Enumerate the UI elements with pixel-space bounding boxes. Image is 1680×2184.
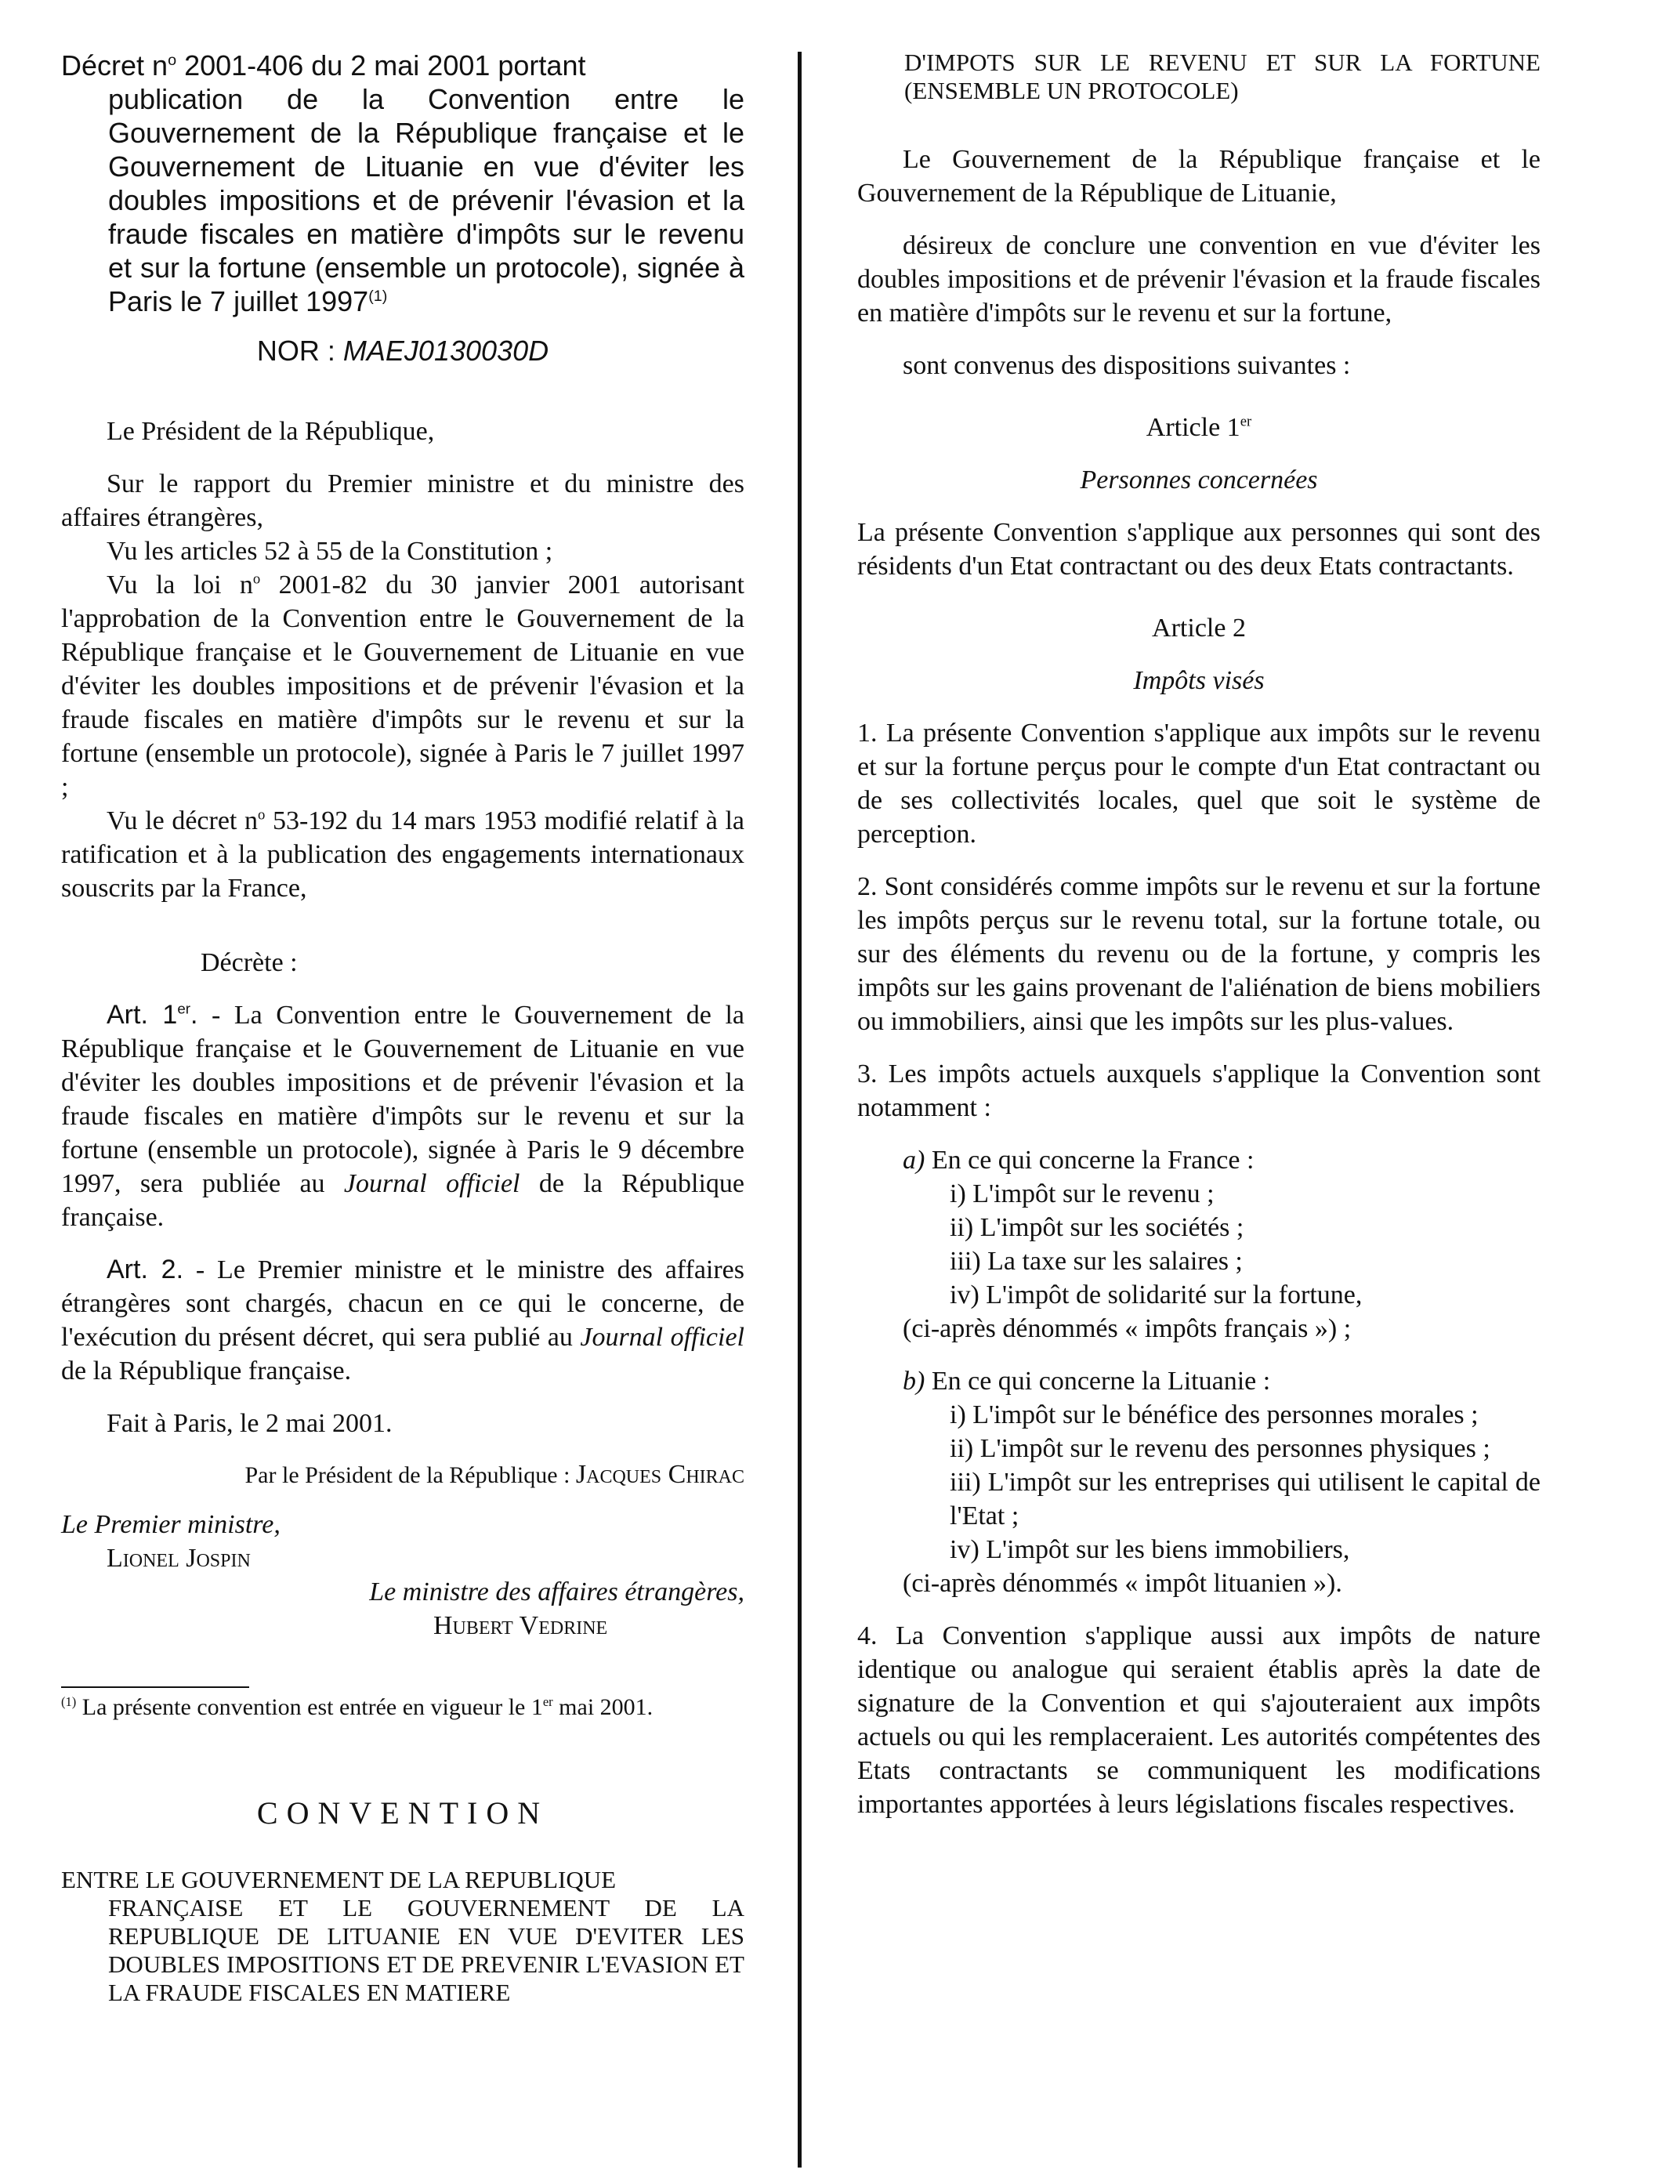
vu-decret-b: 53-192 du 14 mars 1953 modifié relatif à la ratification et à la publication des engagements internationaux souscrits par la France, <box>61 806 744 903</box>
preamble-governments: Le Gouvernement de la République française et le Gouvernement de la République de Lituanie, <box>857 145 1541 208</box>
title-rest: publication de la Convention entre le Gouvernement de la République française et le Gouvernement de Lituanie en vue d'éviter les doubles impositions et de prévenir l'évasion et la fraude fiscales en matière d'impôts sur le revenu et sur la fortune (ensemble un protocole), signée à Paris le 7 juillet 1997 <box>108 83 744 317</box>
footnote-ref: (1) <box>61 1694 77 1709</box>
nor-line <box>61 334 744 368</box>
article-2-title: Article 2 <box>1152 614 1246 643</box>
right-column <box>857 49 1541 1821</box>
convention-subtitle-rest: FRANÇAISE ET LE GOUVERNEMENT DE LA REPUBLIQUE DE LITUANIE EN VUE D'EVITER LES DOUBLES IMPOSITIONS ET DE PREVENIR L'EVASION ET LA FRAUDE FISCALES EN MATIERE <box>108 1894 744 2006</box>
vu-decret-sup: o <box>258 806 266 824</box>
title-body <box>61 82 744 318</box>
list-item: i) L'impôt sur le revenu ; <box>950 1179 1215 1208</box>
list-item: iii) L'impôt sur les entreprises qui utilisent le capital de l'Etat ; <box>950 1468 1541 1530</box>
list-b-close: (ci-après dénommés « impôt lituanien »). <box>903 1569 1342 1598</box>
article-2-para-1: 1. La présente Convention s'applique aux impôts sur le revenu et sur la fortune perçus pour le compte d'un Etat contractant ou de ses collectivités locales, quel que soit le système de perception. <box>857 719 1541 849</box>
mae-name: Hubert Vedrine <box>433 1611 608 1640</box>
vu-loi-sup: o <box>252 570 261 588</box>
list-item: iii) La taxe sur les salaires ; <box>950 1247 1243 1276</box>
decree-body <box>61 415 744 1643</box>
decree-title <box>61 49 744 318</box>
column-divider <box>798 52 802 2168</box>
article-1-title-text: Article 1 <box>1146 413 1240 442</box>
pm-name: Lionel Jospin <box>107 1544 251 1573</box>
list-b-text: En ce qui concerne la Lituanie : <box>925 1367 1271 1396</box>
pm-title: Le Premier ministre, <box>61 1510 281 1539</box>
signature-president <box>61 1458 744 1492</box>
article-1-label-text: Art. 1 <box>107 1000 178 1030</box>
title-first-end: 2001-406 du 2 mai 2001 portant <box>176 49 586 81</box>
footnote <box>61 1693 744 1722</box>
list-a-text: En ce qui concerne la France : <box>925 1146 1255 1175</box>
article-2-heading: Impôts visés <box>1133 666 1265 695</box>
preamble-convenus: sont convenus des dispositions suivantes : <box>903 351 1351 380</box>
vu-loi <box>61 568 744 804</box>
article-1-paragraph <box>61 998 744 1234</box>
mae-title: Le ministre des affaires étrangères, <box>369 1577 744 1606</box>
vu-constitution: Vu les articles 52 à 55 de la Constitution ; <box>107 537 553 566</box>
article-2-journal: Journal officiel <box>580 1323 744 1352</box>
article-1-text-b: de la République française. <box>61 1169 744 1232</box>
list-item: iv) L'impôt de solidarité sur la fortune, <box>950 1280 1363 1309</box>
convention-subtitle-first: ENTRE LE GOUVERNEMENT DE LA REPUBLIQUE <box>61 1866 617 1893</box>
fait-line: Fait à Paris, le 2 mai 2001. <box>107 1409 393 1438</box>
nor-label: NOR : <box>256 335 343 367</box>
president-line: Le Président de la République, <box>107 417 435 446</box>
list-item: i) L'impôt sur le bénéfice des personnes morales ; <box>950 1400 1479 1429</box>
article-1-text: La présente Convention s'applique aux personnes qui sont des résidents d'un Etat contractant ou des deux Etats contractants. <box>857 518 1541 581</box>
par-le-label: Par le Président de la République : <box>244 1462 576 1488</box>
article-2-paragraph <box>61 1253 744 1388</box>
article-1-label-end: . <box>190 1000 198 1030</box>
vu-loi-a: Vu la loi n <box>107 570 253 599</box>
convention-body <box>857 143 1541 1821</box>
article-2-label: Art. 2. <box>107 1255 184 1284</box>
list-b-heading <box>857 1364 1541 1398</box>
footnote-sup: er <box>542 1694 553 1709</box>
article-1-label <box>107 1000 197 1030</box>
convention-subtitle <box>61 1866 744 2007</box>
article-1-text-a: - La Convention entre le Gouvernement de la République française et le Gouvernement de Lituanie en vue d'éviter les doubles impositions et de prévenir l'évasion et la fraude fiscales en matière d'impôts sur le revenu et sur la fortune (ensemble un protocole), signée à Paris le 9 décembre 1997, sera publiée au <box>61 1001 745 1198</box>
vu-decret-a: Vu le décret n <box>107 806 258 835</box>
list-a-label: a) <box>903 1146 925 1175</box>
article-1-journal: Journal officiel <box>343 1169 520 1198</box>
list-item: ii) L'impôt sur les sociétés ; <box>950 1213 1244 1242</box>
article-2-text-a: - Le Premier ministre et le ministre des affaires étrangères sont chargés, chacun en ce qui le concerne, de l'exécution du présent décret, qui sera publié au <box>61 1255 744 1352</box>
preamble-desireux: désireux de conclure une convention en vue d'éviter les doubles impositions et de prévenir l'évasion et la fraude fiscales en matière d'impôts sur le revenu et sur la fortune, <box>857 231 1541 328</box>
title-sup: o <box>168 52 177 69</box>
article-1-heading: Personnes concernées <box>1080 465 1318 494</box>
list-a-heading <box>857 1143 1541 1177</box>
rapport-paragraph: Sur le rapport du Premier ministre et du ministre des affaires étrangères, <box>61 469 744 532</box>
title-first: Décret n <box>61 49 168 81</box>
list-a-close: (ci-après dénommés « impôts français ») ; <box>903 1314 1352 1343</box>
article-2-para-4: 4. La Convention s'applique aussi aux impôts de nature identique ou analogue qui seraient établis après la date de signature de la Convention et qui s'ajouteraient aux impôts actuels ou qui les remplaceraient. Les autorités compétentes des Etats contractants se communiquent les modifications importantes apportées à leurs législations fiscales respectives. <box>857 1621 1541 1819</box>
nor-value: MAEJ0130030D <box>342 335 549 367</box>
list-item: iv) L'impôt sur les biens immobiliers, <box>950 1535 1350 1564</box>
article-1-label-sup: er <box>177 1000 190 1017</box>
footnote-text-b: mai 2001. <box>552 1694 654 1720</box>
article-2-text-b: de la République française. <box>61 1356 352 1385</box>
footnote-text-a: La présente convention est entrée en vigueur le 1 <box>76 1694 543 1720</box>
left-column <box>61 49 744 2007</box>
article-2-para-3: 3. Les impôts actuels auxquels s'applique la Convention sont notamment : <box>857 1059 1541 1122</box>
footnote-rule <box>61 1686 249 1688</box>
vu-decret <box>61 804 744 905</box>
list-b-label: b) <box>903 1367 925 1396</box>
article-1-title <box>857 411 1541 444</box>
decrete-heading: Décrète : <box>201 948 298 977</box>
title-footnote-ref: (1) <box>368 288 388 305</box>
president-name: Jacques Chirac <box>575 1460 744 1489</box>
article-1-title-sup: er <box>1240 413 1252 430</box>
convention-subtitle-continued: D'IMPOTS SUR LE REVENU ET SUR LA FORTUNE (ENSEMBLE UN PROTOCOLE) <box>904 49 1541 104</box>
vu-loi-b: 2001-82 du 30 janvier 2001 autorisant l'approbation de la Convention entre le Gouvernement de la République française et le Gouvernement de Lituanie en vue d'éviter les doubles impositions et de prévenir l'évasion et la fraude fiscales en matière d'impôts sur le revenu et sur la fortune (ensemble un protocole), signée à Paris le 7 juillet 1997 ; <box>61 570 744 802</box>
convention-title: CONVENTION <box>256 1795 549 1831</box>
article-2-para-2: 2. Sont considérés comme impôts sur le revenu et sur la fortune les impôts perçus sur le revenu total, sur la fortune totale, ou sur des éléments du revenu ou de la fortune, y compris les impôts sur les gains provenant de l'aliénation de biens mobiliers ou immobiliers, ainsi que les impôts sur les plus-values. <box>857 872 1541 1036</box>
list-item: ii) L'impôt sur le revenu des personnes physiques ; <box>950 1434 1490 1463</box>
